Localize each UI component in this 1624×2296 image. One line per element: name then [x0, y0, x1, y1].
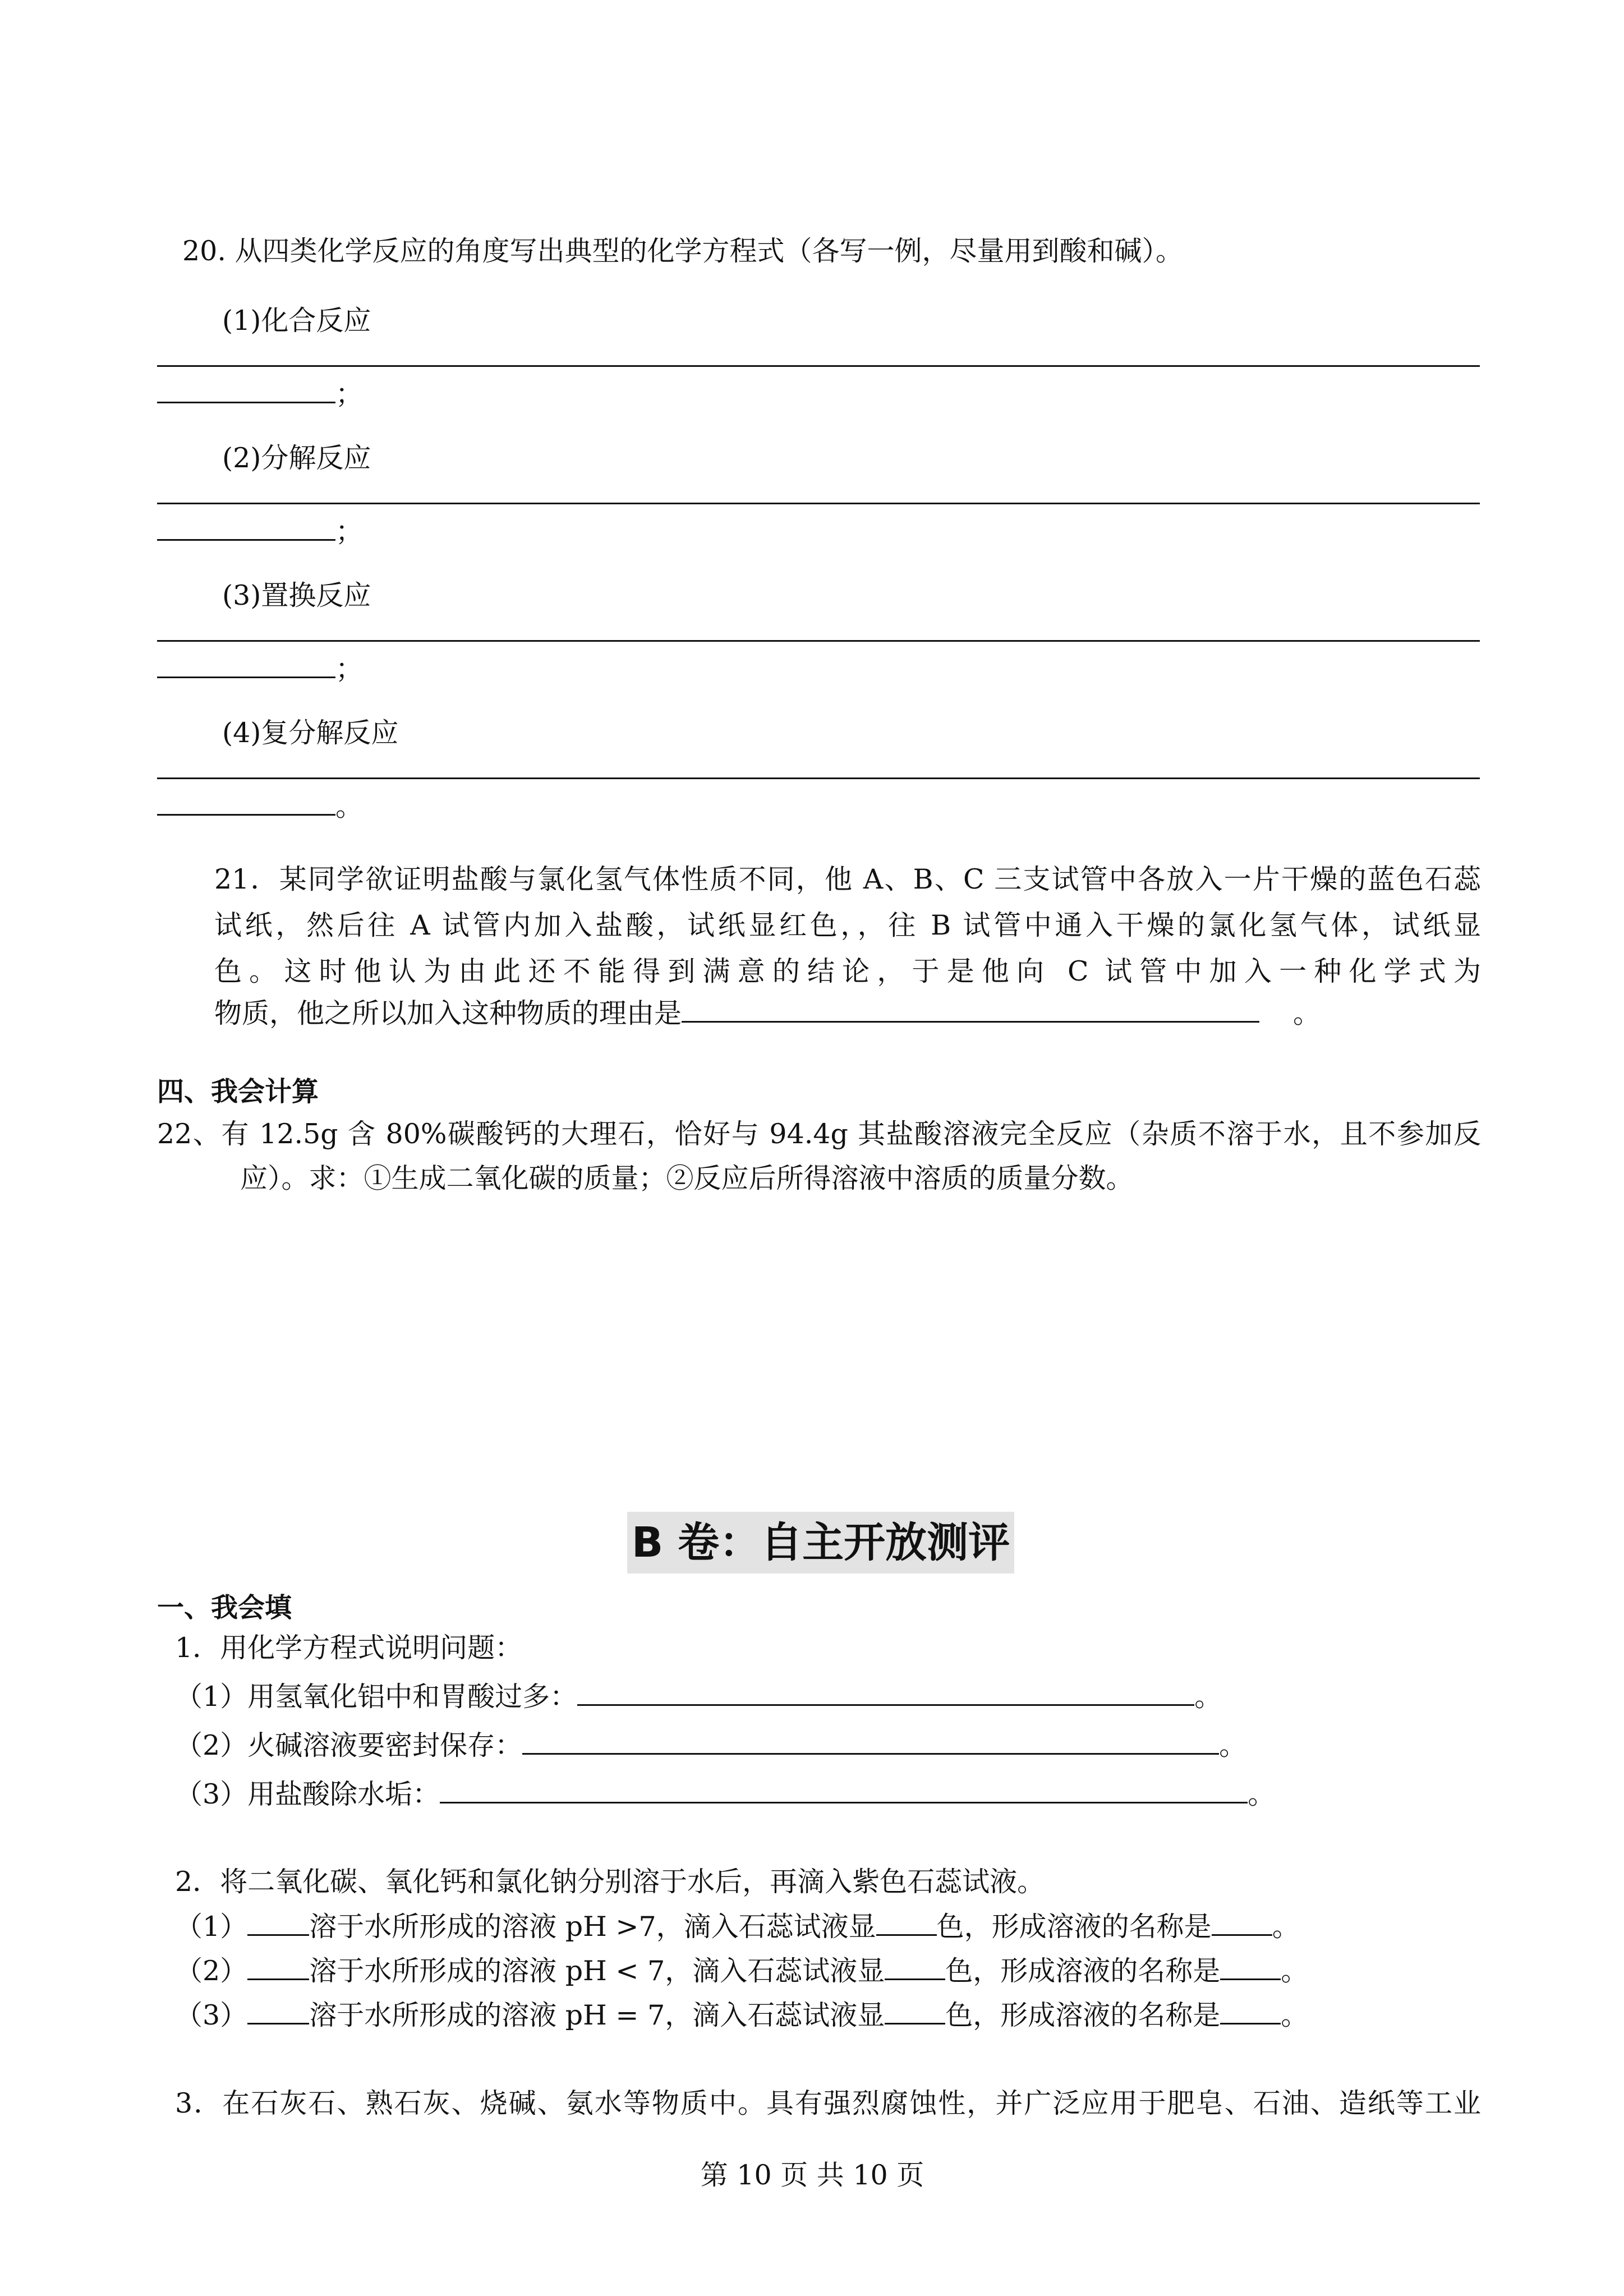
- part-b-title: B 卷：自主开放测评: [627, 1512, 1014, 1573]
- item-text: 色，形成溶液的名称是: [945, 1955, 1221, 1987]
- answer-blank[interactable]: [157, 375, 335, 403]
- q20-part-4-tail: [157, 787, 363, 823]
- answer-blank[interactable]: [885, 1996, 945, 2024]
- q20-part-2-label: (2)分解反应: [222, 442, 371, 474]
- answer-blank[interactable]: [577, 1677, 1194, 1706]
- b-q1-item-3: [175, 1775, 1275, 1811]
- punctuation: 。: [1281, 1955, 1309, 1987]
- q20-stem: 20. 从四类化学反应的角度写出典型的化学方程式（各写一例，尽量用到酸和碱）。: [182, 235, 1184, 267]
- answer-blank[interactable]: [440, 1775, 1248, 1803]
- answer-blank[interactable]: [682, 994, 1259, 1023]
- b-q2-item-1: [175, 1907, 1300, 1944]
- answer-line: [157, 503, 1480, 504]
- item-text: 溶于水所形成的溶液 pH >7，滴入石蕊试液显: [309, 1911, 876, 1943]
- answer-line: [157, 777, 1480, 779]
- q21-line-1: 21．某同学欲证明盐酸与氯化氢气体性质不同，他 A、B、C 三支试管中各放入一片干燥的蓝色石蕊: [214, 863, 1481, 895]
- section-heading: 四、我会计算: [157, 1076, 319, 1107]
- b-q3-stem: 3．在石灰石、熟石灰、烧碱、氨水等物质中。具有强烈腐蚀性，并广泛应用于肥皂、石油、造纸等工业: [175, 2087, 1481, 2119]
- q20-part-2-tail: [157, 512, 363, 549]
- punctuation: 。: [1281, 1999, 1309, 2031]
- b-q1-stem: 1．用化学方程式说明问题：: [175, 1632, 523, 1664]
- item-text: 溶于水所形成的溶液 pH = 7，滴入石蕊试液显: [309, 1999, 885, 2031]
- b-q1-item-1: [175, 1677, 1222, 1714]
- item-number: （2）: [175, 1955, 248, 1987]
- item-label: （1）用氢氧化铝中和胃酸过多：: [175, 1681, 578, 1713]
- answer-line: [157, 365, 1480, 367]
- q21-line-3: 色。这时他认为由此还不能得到满意的结论，于是他向 C 试管中加入一种化学式为: [214, 955, 1481, 987]
- answer-blank[interactable]: [885, 1952, 945, 1980]
- answer-line: [157, 640, 1480, 642]
- q20-part-3-tail: [157, 650, 363, 686]
- section-heading: 一、我会填: [157, 1592, 292, 1623]
- b-q1-item-2: [175, 1726, 1246, 1763]
- punctuation: ；: [335, 653, 364, 685]
- punctuation: ；: [335, 516, 364, 547]
- answer-blank[interactable]: [247, 1996, 309, 2024]
- b-q2-stem: 2．将二氧化碳、氧化钙和氯化钠分别溶于水后，再滴入紫色石蕊试液。: [175, 1866, 1045, 1898]
- item-number: （3）: [175, 1999, 248, 2031]
- q22-line-1: 22、有 12.5g 含 80%碳酸钙的大理石，恰好与 94.4g 其盐酸溶液完全反应（杂质不溶于水，且不参加反: [157, 1118, 1481, 1150]
- punctuation: 。: [335, 790, 364, 822]
- q21-reason-prompt: 物质，他之所以加入这种物质的理由是: [214, 997, 682, 1029]
- punctuation: ；: [335, 378, 364, 410]
- b-q2-item-2: [175, 1952, 1308, 1988]
- answer-blank[interactable]: [1220, 1952, 1281, 1980]
- answer-blank[interactable]: [157, 512, 335, 541]
- answer-blank[interactable]: [247, 1907, 309, 1936]
- answer-blank[interactable]: [522, 1726, 1219, 1755]
- item-label: （2）火碱溶液要密封保存：: [175, 1729, 523, 1761]
- q21-line-2: 试纸，然后往 A 试管内加入盐酸，试纸显红色，，往 B 试管中通入干燥的氯化氢气体，试纸显: [214, 909, 1481, 941]
- answer-blank[interactable]: [1220, 1996, 1281, 2024]
- q20-part-4-label: (4)复分解反应: [222, 717, 399, 749]
- answer-blank[interactable]: [876, 1907, 937, 1936]
- q22-line-2: 应）。求：①生成二氧化碳的质量；②反应后所得溶液中溶质的质量分数。: [240, 1162, 1134, 1194]
- item-text: 色，形成溶液的名称是: [945, 1999, 1221, 2031]
- item-text: 色，形成溶液的名称是: [936, 1911, 1212, 1943]
- q20-part-1-tail: [157, 375, 363, 411]
- item-number: （1）: [175, 1911, 248, 1943]
- answer-blank[interactable]: [157, 650, 335, 678]
- punctuation: 。: [1248, 1778, 1276, 1810]
- q20-part-1-label: (1)化合反应: [222, 305, 371, 337]
- item-label: （3）用盐酸除水垢：: [175, 1778, 440, 1810]
- page-number: 第 10 页 共 10 页: [700, 2159, 924, 2191]
- punctuation: 。: [1219, 1729, 1247, 1761]
- answer-blank[interactable]: [157, 787, 335, 816]
- q21-line-4: [214, 994, 1321, 1030]
- q20-part-3-label: (3)置换反应: [222, 579, 371, 611]
- punctuation: 。: [1272, 1911, 1300, 1943]
- punctuation: 。: [1194, 1681, 1222, 1713]
- punctuation: 。: [1293, 997, 1321, 1029]
- answer-blank[interactable]: [247, 1952, 309, 1980]
- b-q2-item-3: [175, 1996, 1308, 2032]
- item-text: 溶于水所形成的溶液 pH < 7，滴入石蕊试液显: [309, 1955, 885, 1987]
- answer-blank[interactable]: [1212, 1907, 1272, 1936]
